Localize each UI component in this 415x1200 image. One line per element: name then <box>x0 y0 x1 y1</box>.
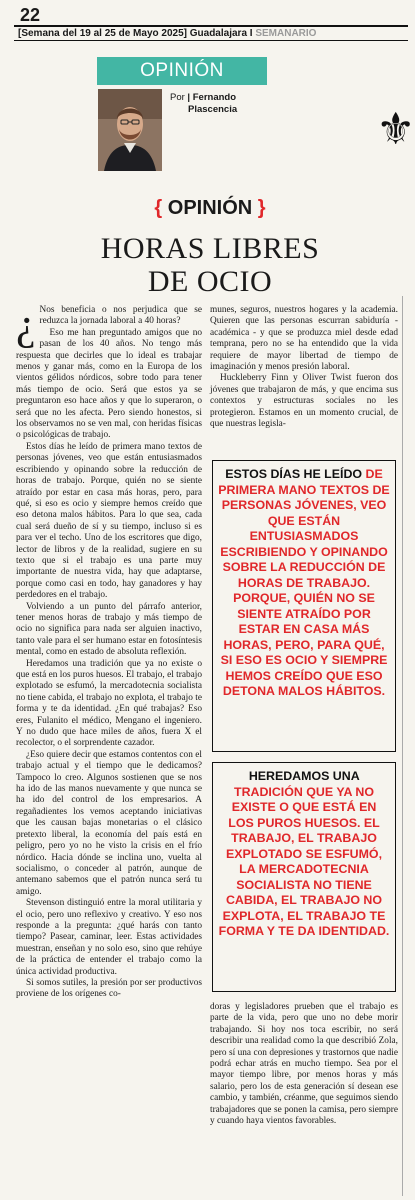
paragraph: munes, seguros, nuestros hogares y la academia. Quieren que las personas escurran sabiduría - académica - y que se produzca miel desde edad temprana, pero no se ha entendido que la vida requiere de mayor libertad de tiempo de imaginación y menos presión laboral. <box>210 305 398 373</box>
paragraph: Estos días he leído de primera mano textos de personas jóvenes, veo que están entusiasmados escribiendo y opinando sobre la reducción de horas de trabajo. Porque, quién no se siente atraído por estar en casa más horas, pero, para qué, si eso es ocio y siempre hemos creído que eso detona malos hábitos. Para lo que sea, cada cual será dueño de sí y su tiempo, incluso si es para ver el techo. Uno de los escritores que digo, lector de libros y de la realidad, sugiere en su texto que si el trabajo es una parte muy importante de nuestra vida, hay que adaptarse, porque como casi en todo, hay ganadores y hay perdedores en el trabajo. <box>16 441 202 601</box>
bracket-open: { <box>154 197 163 219</box>
byline-prefix: Por <box>170 92 185 103</box>
article-column-3 <box>210 1002 398 1198</box>
column-divider <box>402 296 403 1196</box>
paragraph: Volviendo a un punto del párrafo anterior, tener menos horas de trabajo y más tiempo de ocio no significa para nada ser alguien inactivo, tanto vale para el ser humano estar en fotosíntesis mental, como en estado de absoluta reflexión. <box>16 601 202 658</box>
section-heading <box>140 196 280 220</box>
paragraph: Eso me han preguntado amigos que no pasan de los 40 años. No tengo más respuesta que decirles que lo ideal es trabajar menos y ganar más, como en la Europa de los vientos gélidos nórdicos, sobre todo para tener más tiempo de ocio. Será que estos ya se preguntaron eso hace años y que lo superaron, o será que no les afecta. Pero siendo honestos, si los observamos no se ven mal, con heridas físicas o psicológicas de trabajo. <box>16 327 202 441</box>
byline: Por | Fernando Plascencia <box>170 92 238 115</box>
drop-cap: ¿ <box>16 300 36 349</box>
author-first-name: Fernando <box>192 92 237 103</box>
paragraph: Stevenson distinguió entre la moral utilitaria y el ocio, pero uno reflexivo y creativo. Y eso nos responde a la pregunta: ¿qué harás con tanto tiempo? Pasear, caminar, leer. Estas actividades muestran, enseñan y no solo eso, sino que rehúye de la práctica de entender el trabajo como la única actividad productiva. <box>16 898 202 977</box>
author-portrait-icon <box>98 89 162 171</box>
author-photo <box>98 89 162 171</box>
title-line-2: DE OCIO <box>147 265 273 298</box>
header-rule-bottom <box>14 40 408 41</box>
paragraph: Huckleberry Finn y Oliver Twist fueron dos jóvenes que trabajaron de más, y que encima sus contextos y estructuras sociales no les protegieron. Estamos en un momento crucial, de que nuestras legisla- <box>210 373 398 430</box>
article-column-1 <box>16 300 202 1198</box>
pull-quote-lead: HEREDAMOS UNA <box>248 769 360 783</box>
paragraph: Si somos sutiles, la presión por ser productivos proviene de los orígenes co- <box>16 977 202 1000</box>
title-line-1: HORAS LIBRES <box>100 232 320 265</box>
issue-line <box>18 28 316 39</box>
section-label: OPINIÓN <box>167 197 253 219</box>
bracket-close: } <box>257 197 266 219</box>
paragraph: Heredamos una tradición que ya no existe o que está en los puros huesos. El trabajo, el trabajo explotado se esfumó, la mercadotecnia socialista no tiene cabida, el trabajo no explota, el trabajo te forma y te da identidad. ¿En qué trabajas? Eso eres, Fulanito el médico, Mengano el ingeniero. Y no dudo que hace miles de años, fuera X el recolector, o el sorprendente cazador. <box>16 658 202 749</box>
page-number: 22 <box>20 5 41 25</box>
pull-quote-text: TRADICIÓN QUE YA NO EXISTE O QUE ESTÁ EN LOS PUROS HUESOS. EL TRABAJO, EL TRABAJO EXPLOTADO SE ESFUMÓ, LA MERCADOTECNIA SOCIALISTA NO TIENE CABIDA, EL TRABAJO NO EXPLOTA, EL TRABAJO TE FORMA Y TE DA IDENTIDAD. <box>218 784 390 938</box>
paragraph: ¿Eso quiere decir que estamos contentos con el trabajo actual y el tiempo que le dedicamos? Tampoco lo creo. Algunos sostienen que se nos ha ido de las manos nuevamente y que nunca se ha ido del control de los empresarios. A regañadientes los vemos aceptando iniciativas que les causan bajas monetarias o el clásico pretexto liberal, la economía del país está en peligro, pero yo no he visto la crisis en el frío nórdico. Hacia dónde se inclina uno, vuelta al socialismo, o conceder al patrón, aunque de antemano sabemos que el patrón nunca será tu amigo. <box>16 749 202 897</box>
article-title <box>60 232 360 298</box>
header-rule <box>14 25 408 27</box>
paragraph: Nos beneficia o nos perjudica que se reduzca la jornada laboral a 40 horas? <box>39 305 202 327</box>
pull-quote-1 <box>212 460 396 752</box>
fleur-de-lis-icon: ⚜ <box>376 105 415 154</box>
opinion-banner: OPINIÓN <box>97 57 267 85</box>
pull-quote-2 <box>212 762 396 992</box>
paragraph: doras y legisladores prueben que el trabajo es parte de la vida, pero que uno no debe morir trabajando. Si hoy nos toca escribir, no será describir una realidad como la que describió Zola, pero sí una con depresiones y trastornos que nadie podrá echar atrás en mucho tiempo. Sea por el mayor tiempo libre, por menos horas y más salario, pero los de esta generación sí desean ese cambio, y también, créanme, que seguimos siendo trabajadores que se ponen la camisa, pero siempre y cuando haya vientos favorables. <box>210 1002 398 1127</box>
article-column-2 <box>210 305 398 451</box>
issue-text: [Semana del 19 al 25 de Mayo 2025] Guadalajara I <box>18 28 253 39</box>
section-name: SEMANARIO <box>255 28 317 39</box>
pull-quote-lead: ESTOS DÍAS HE LEÍDO <box>225 467 363 481</box>
pull-quote-text: DE PRIMERA MANO TEXTOS DE PERSONAS JÓVENES, VEO QUE ESTÁN ENTUSIASMADOS ESCRIBIENDO Y OPINANDO SOBRE LA REDUCCIÓN DE HORAS DE TRABAJO. PORQUE, QUIÉN NO SE SIENTE ATRAÍDO POR ESTAR EN CASA MÁS HORAS, PERO, PARA QUÉ, SI ESO ES OCIO Y SIEMPRE HEMOS CREÍDO QUE ESO DETONA MALOS HÁBITOS. <box>218 467 390 698</box>
author-last-name: Plascencia <box>188 104 238 115</box>
